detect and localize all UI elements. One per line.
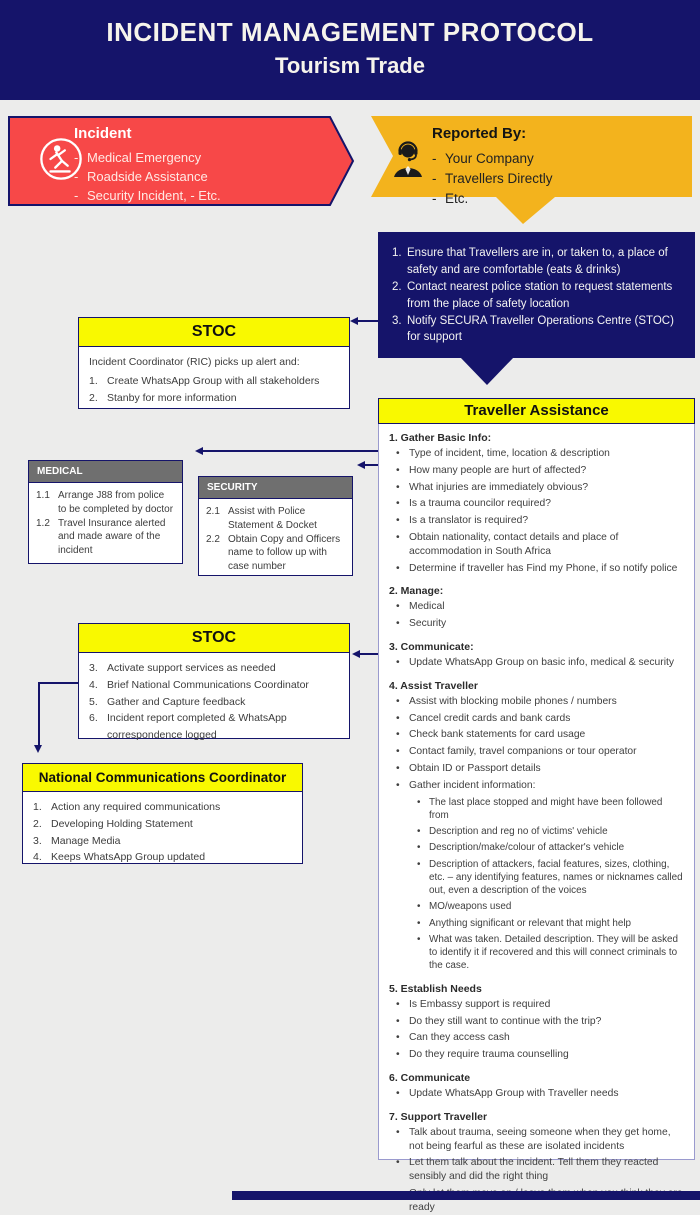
traveller-assistance-title: Traveller Assistance	[378, 398, 695, 424]
list-marker: -	[74, 150, 79, 165]
bullet-item	[389, 531, 684, 559]
list-marker: 2.2	[206, 533, 220, 545]
reported-by-title: Reported By:	[432, 125, 527, 142]
list-marker: •	[396, 562, 400, 574]
list-marker: •	[396, 1015, 400, 1027]
list-marker: •	[396, 712, 400, 724]
list-text: Cancel credit cards and bank cards	[409, 712, 571, 724]
list-item	[74, 186, 221, 205]
bullet-item	[389, 464, 684, 478]
list-text: Security Incident, - Etc.	[87, 188, 221, 204]
bullet-item	[389, 1048, 684, 1062]
list-marker: •	[396, 1032, 400, 1044]
list-text: Your Company	[445, 151, 534, 166]
list-text: Description/make/colour of attacker's vehicle	[429, 842, 625, 854]
list-marker: 2.1	[206, 506, 220, 517]
safety-steps-box	[378, 232, 695, 358]
stoc-support-box	[78, 623, 350, 742]
medical-list	[29, 483, 182, 564]
list-marker: •	[396, 746, 400, 758]
list-item	[89, 660, 339, 677]
arrowhead-ncc	[34, 745, 42, 753]
arrowhead-stoc-support	[352, 650, 360, 658]
list-text: Check bank statements for card usage	[409, 729, 586, 741]
stoc-alert-list	[89, 373, 339, 407]
list-marker: •	[396, 729, 400, 741]
sub-bullet-item	[411, 825, 684, 838]
list-text: Do they still want to continue with the trip?	[409, 1015, 602, 1027]
list-marker: •	[396, 779, 400, 791]
list-item	[89, 694, 339, 711]
list-text: Contact nearest police station to request statements from the place of safety location	[407, 280, 673, 310]
bullet-item	[389, 712, 684, 726]
section-heading: 6. Communicate	[389, 1071, 471, 1084]
traveller-assistance-body	[378, 424, 695, 1213]
list-text: The last place stopped and might have been followed from	[429, 796, 663, 821]
list-text: What injuries are immediately obvious?	[409, 481, 589, 493]
list-item	[206, 533, 345, 574]
list-marker: 3.	[33, 834, 42, 847]
list-text: ready	[409, 1201, 435, 1213]
list-text: Obtain nationality, contact details and place of accommodation in South Africa	[409, 531, 619, 557]
list-item	[74, 148, 221, 167]
bullet-item	[389, 745, 684, 759]
sub-bullet-item	[411, 933, 684, 973]
list-text: Type of incident, time, location & description	[409, 448, 610, 459]
list-text: Contact family, travel companions or tour operator	[409, 746, 637, 758]
list-text: Can they access cash	[409, 1032, 510, 1044]
connector-ta-to-stoc-support	[360, 653, 378, 655]
list-marker: 1.2	[36, 517, 50, 529]
list-text: Medical	[409, 601, 445, 613]
list-item	[392, 279, 681, 313]
list-marker: 1.	[89, 374, 98, 387]
list-marker: •	[396, 464, 400, 476]
bullet-item	[389, 656, 684, 670]
section-heading: 1. Gather Basic Info:	[389, 432, 492, 444]
list-item	[89, 390, 339, 407]
bullet-item	[389, 1087, 684, 1101]
list-item	[74, 167, 221, 186]
bullet-item	[389, 728, 684, 742]
section-heading: 4. Assist Traveller	[389, 679, 478, 692]
list-marker: •	[417, 826, 421, 838]
list-text: Assist with Police Statement & Docket	[228, 506, 317, 531]
list-marker: •	[417, 796, 421, 808]
list-marker: •	[396, 762, 400, 774]
list-item	[392, 313, 681, 347]
connector-stoc-to-ncc-h	[38, 682, 78, 684]
list-item	[432, 189, 553, 209]
list-item	[89, 677, 339, 694]
list-item	[89, 710, 339, 744]
ncc-box	[22, 763, 303, 864]
connector-ta-to-medical	[203, 450, 378, 452]
bullet-item	[389, 562, 684, 576]
list-text: Manage Media	[51, 834, 121, 847]
list-marker: •	[396, 515, 400, 527]
list-item	[206, 505, 345, 533]
bullet-item	[389, 779, 684, 793]
list-text: Obtain Copy and Officers name to follow up with case number	[228, 533, 341, 573]
list-text: Keeps WhatsApp Group updated	[51, 851, 206, 864]
traveller-assistance-box	[378, 398, 695, 1213]
arrowhead-security	[357, 461, 365, 469]
list-text: Assist with blocking mobile phones / numbers	[409, 695, 617, 707]
list-text: Obtain ID or Passport details	[409, 762, 541, 774]
ncc-title: National Communications Coordinator	[23, 764, 302, 792]
stoc-support-list	[79, 653, 349, 751]
list-marker: •	[396, 695, 400, 707]
list-text: Update WhatsApp Group with Traveller needs	[409, 1087, 619, 1099]
list-marker: •	[396, 498, 400, 510]
list-item	[392, 245, 681, 279]
stoc-alert-body	[79, 347, 349, 413]
sub-bullet-item	[411, 917, 684, 930]
list-text: Anything significant or relevant that might help	[429, 917, 632, 929]
list-marker: 3.	[392, 314, 402, 327]
list-text: Arrange J88 from police to be completed by doctor	[58, 490, 174, 515]
incident-box	[8, 116, 356, 206]
list-text: Do they require trauma counselling	[409, 1049, 569, 1061]
list-marker: •	[417, 842, 421, 854]
bullet-item	[389, 447, 684, 461]
list-text: Create WhatsApp Group with all stakeholders	[107, 374, 320, 387]
sub-bullet-item	[411, 841, 684, 854]
list-marker: •	[396, 601, 400, 613]
section-heading: 7. Support Traveller	[389, 1110, 488, 1123]
reported-by-list	[432, 149, 553, 209]
list-marker: •	[396, 1157, 400, 1169]
safety-steps-list	[378, 232, 695, 346]
bullet-item	[389, 481, 684, 495]
list-text: Etc.	[445, 190, 469, 206]
list-item	[36, 489, 175, 517]
list-text: Description of attackers, facial features, sizes, clothing, etc. – any identifying features, names or nicknames called out, even a description of the voices	[429, 858, 683, 897]
bullet-item	[389, 1031, 684, 1045]
bullet-item	[389, 1156, 684, 1184]
list-text: Brief National Communications Coordinator	[107, 678, 309, 691]
list-marker: -	[432, 190, 437, 206]
list-item	[33, 833, 292, 850]
medical-title: MEDICAL	[29, 461, 182, 483]
arrowhead-medical	[195, 447, 203, 455]
list-text: How many people are hurt of affected?	[409, 464, 587, 476]
reported-by-box	[362, 112, 696, 226]
bullet-item	[389, 497, 684, 511]
list-marker: -	[432, 170, 437, 186]
stoc-support-title: STOC	[79, 624, 349, 653]
list-text: Gather and Capture feedback	[107, 695, 246, 708]
list-marker: 2.	[33, 817, 42, 830]
list-item	[33, 816, 292, 833]
footer-bar	[232, 1191, 700, 1200]
section-heading: 2. Manage:	[389, 585, 444, 598]
list-marker: •	[396, 618, 400, 630]
list-marker: •	[396, 656, 400, 668]
bullet-item	[389, 998, 684, 1012]
list-marker: -	[74, 188, 79, 204]
security-title: SECURITY	[199, 477, 352, 499]
list-text: Gather incident information:	[409, 779, 536, 791]
stoc-alert-box	[78, 317, 350, 409]
list-text: Incident report completed & WhatsApp correspondence logged	[107, 712, 287, 742]
list-text: Medical Emergency	[87, 150, 202, 165]
medical-box	[28, 460, 183, 564]
list-marker: 4.	[89, 678, 98, 691]
list-text: Is a trauma councilor required?	[409, 498, 551, 510]
incident-list	[74, 148, 221, 206]
connector-stoc-to-ncc-v	[38, 682, 40, 745]
incident-title: Incident	[74, 125, 132, 142]
list-marker: •	[396, 531, 400, 543]
list-item	[432, 149, 553, 169]
bullet-item	[389, 1015, 684, 1029]
list-text: What was taken. Detailed description. They will be asked to identify it if recovered and this will connect criminals to the case.	[429, 933, 679, 972]
list-text: Roadside Assistance	[87, 169, 208, 185]
list-text: Security	[409, 618, 447, 630]
sub-bullet-item	[411, 796, 684, 823]
list-text: Is Embassy support is required	[409, 998, 551, 1010]
security-box	[198, 476, 353, 576]
list-item	[36, 517, 175, 558]
list-text: Is a translator is required?	[409, 515, 529, 527]
sub-bullet-item	[411, 858, 684, 898]
list-marker: 4.	[33, 851, 42, 864]
list-marker: •	[396, 481, 400, 493]
list-text: Update WhatsApp Group on basic info, medical & security	[409, 656, 674, 668]
section-heading: 5. Establish Needs	[389, 982, 482, 995]
list-marker: •	[417, 901, 421, 913]
list-item	[432, 169, 553, 189]
list-text: MO/weapons used	[429, 901, 512, 913]
list-marker: 3.	[89, 662, 98, 674]
list-marker: 1.	[392, 247, 402, 259]
list-text: Action any required communications	[51, 801, 221, 813]
list-marker: •	[417, 858, 421, 870]
list-item	[33, 799, 292, 816]
down-pointer	[460, 357, 514, 385]
list-marker: •	[396, 1087, 400, 1099]
list-marker: •	[396, 1126, 400, 1138]
list-marker: 1.1	[36, 490, 50, 501]
bullet-item	[389, 600, 684, 614]
list-marker: •	[396, 998, 400, 1010]
security-list	[199, 499, 352, 580]
list-marker: -	[74, 169, 79, 185]
ncc-list	[23, 792, 302, 873]
list-text: Developing Holding Statement	[51, 817, 193, 830]
section-heading: 3. Communicate:	[389, 640, 474, 653]
list-marker: 2.	[392, 280, 402, 293]
list-marker: 6.	[89, 712, 98, 725]
list-item	[89, 373, 339, 390]
bullet-item	[389, 1126, 684, 1154]
list-marker: •	[417, 933, 421, 945]
list-text: Talk about trauma, seeing someone when they get home, not being fearful as these are isolated incidents	[409, 1126, 671, 1152]
page-subtitle: Tourism Trade	[275, 53, 425, 78]
list-text: Travellers Directly	[445, 170, 553, 186]
list-marker: •	[396, 1049, 400, 1061]
list-marker: 5.	[89, 695, 98, 708]
list-text: Ensure that Travellers are in, or taken to, a place of safety and are comfortable (eats & drinks)	[407, 247, 668, 276]
header-banner	[0, 0, 700, 100]
list-marker: -	[432, 151, 437, 166]
list-text: Description and reg no of victims' vehicle	[429, 826, 608, 838]
list-marker: •	[417, 917, 421, 929]
list-text: Let them talk about the incident. Tell them they reacted sensibly and did the right thing	[409, 1157, 659, 1183]
list-text: Notify SECURA Traveller Operations Centre (STOC) for support	[407, 314, 674, 344]
call-agent-icon	[390, 139, 426, 179]
bullet-item	[389, 762, 684, 776]
list-marker: 2.	[89, 391, 98, 404]
stoc-alert-title: STOC	[79, 318, 349, 347]
sub-bullet-item	[411, 900, 684, 913]
bullet-item	[389, 695, 684, 709]
list-text: Activate support services as needed	[107, 662, 276, 674]
list-item	[33, 849, 292, 866]
connector-ta-to-security	[365, 464, 378, 466]
bullet-item	[389, 617, 684, 631]
stoc-alert-intro: Incident Coordinator (RIC) picks up alert and:	[89, 356, 300, 368]
bullet-item	[389, 514, 684, 528]
page-title: INCIDENT MANAGEMENT PROTOCOL	[106, 17, 594, 47]
list-text: Determine if traveller has Find my Phone, if so notify police	[409, 562, 678, 574]
connector-navy-to-stoc	[358, 320, 378, 322]
list-marker: 1.	[33, 801, 42, 813]
arrowhead-stoc-alert	[350, 317, 358, 325]
list-text: Travel Insurance alerted and made aware of the incident	[58, 517, 166, 557]
list-marker: •	[396, 448, 400, 459]
list-text: Stanby for more information	[107, 391, 237, 404]
